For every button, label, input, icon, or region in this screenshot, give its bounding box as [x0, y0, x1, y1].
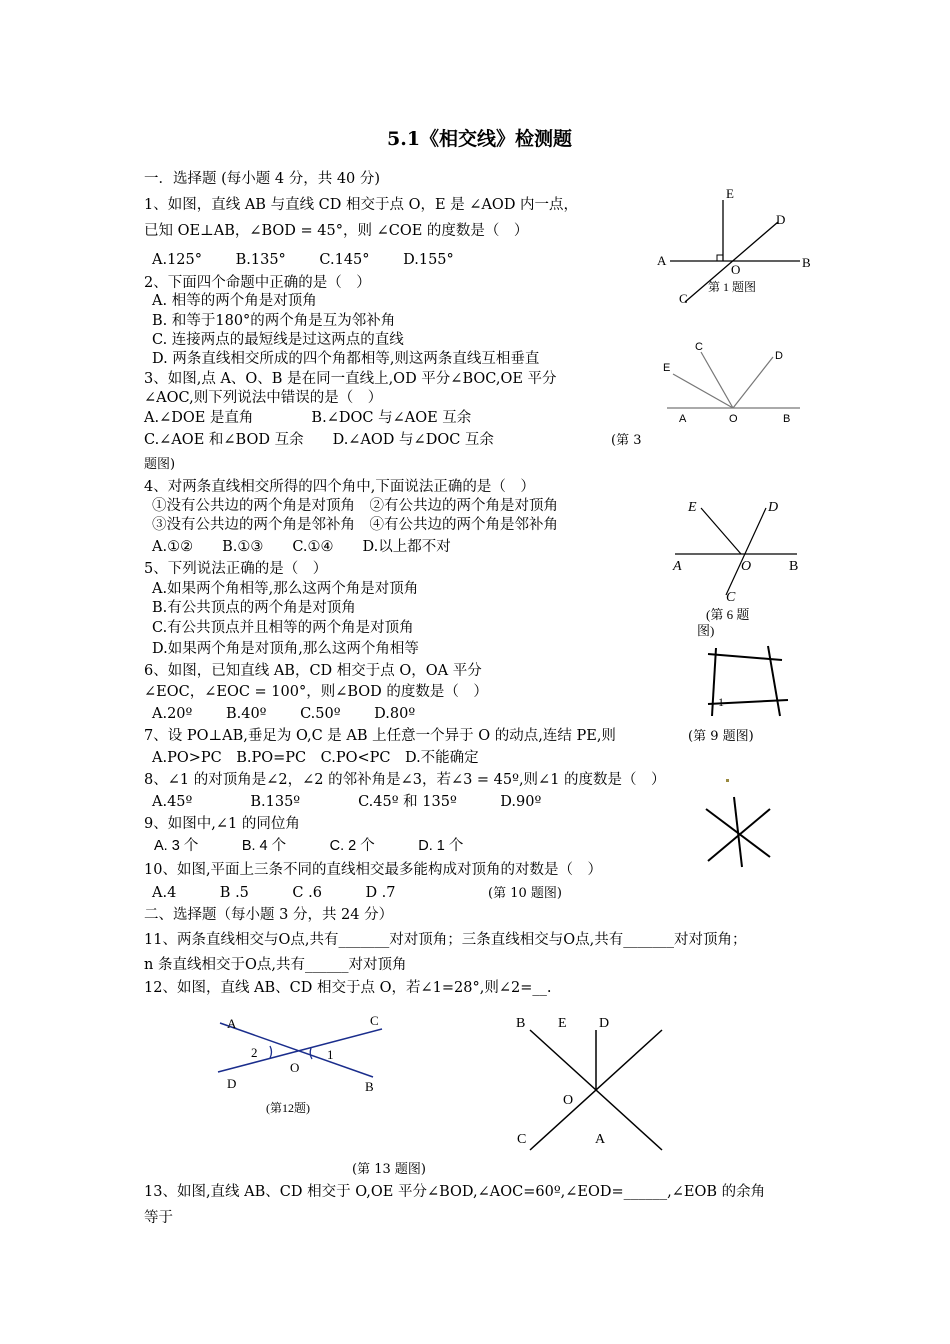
- q8-stem: 8、∠1 的对顶角是∠2，∠2 的邻补角是∠3，若∠3 = 45º,则∠1 的度数是（ ）: [144, 772, 666, 788]
- fig6-line-cd: [726, 508, 766, 595]
- fig1-label-c: C: [679, 291, 688, 306]
- figure-6: [665, 495, 815, 640]
- fig3-label-o: O: [729, 413, 738, 425]
- q2-option-b: B. 和等于180°的两个角是互为邻补角: [152, 313, 396, 329]
- fig10-caption: (第 10 题图): [488, 886, 562, 901]
- q5-option-a: A.如果两个角相等,那么这两个角是对顶角: [152, 581, 419, 597]
- fig13-label-b: B: [516, 1016, 526, 1031]
- fig9-label-1: 1: [718, 695, 724, 709]
- fig6-caption-part2: 图): [697, 623, 715, 638]
- fig6-label-e: E: [688, 500, 697, 515]
- q8-options: A.45º B.135º C.45º 和 135º D.90º: [152, 794, 542, 810]
- figure-12: [215, 1010, 395, 1120]
- fig12-line-cd: [218, 1029, 382, 1072]
- q1-line2: 已知 OE⊥AB，∠BOD = 45°，则 ∠COE 的度数是（ ）: [144, 223, 529, 239]
- q11-line2: n 条直线相交于O点,共有______对对顶角: [144, 957, 407, 973]
- fig3-label-e: E: [663, 362, 671, 374]
- fig6-ray-oe: [701, 508, 741, 554]
- q3-options-ab: A.∠DOE 是直角 B.∠DOC 与∠AOE 互余: [144, 410, 472, 426]
- page-title: 5.1《相交线》检测题: [387, 128, 573, 150]
- q9-stem: 9、如图中,∠1 的同位角: [144, 816, 300, 832]
- fig3-ray-od: [733, 357, 773, 408]
- q1-line1: 1、如图，直线 AB 与直线 CD 相交于点 O，E 是 ∠AOD 内一点，: [144, 197, 579, 213]
- q1-options: A.125° B.135° C.145° D.155°: [152, 252, 454, 268]
- fig6-label-a: A: [673, 559, 682, 574]
- q6-line2: ∠EOC，∠EOC = 100°，则∠BOD 的度数是（ ）: [144, 684, 488, 700]
- q3-options-cd: C.∠AOE 和∠BOD 互余 D.∠AOD 与∠DOC 互余: [144, 432, 494, 448]
- fig1-right-angle-mark: [717, 255, 723, 261]
- fig9-line-right: [768, 646, 780, 716]
- q12-stem: 12、如图，直线 AB、CD 相交于点 O，若∠1=28°,则∠2=__.: [144, 980, 552, 996]
- q2-option-d: D. 两条直线相交所成的四个角都相等,则这两条直线互相垂直: [152, 351, 540, 367]
- fig9-line-left: [712, 648, 716, 716]
- fig12-label-2: 2: [251, 1045, 258, 1060]
- fig3-ray-oe: [673, 374, 733, 408]
- fig13-label-a: A: [595, 1132, 606, 1147]
- q4-statement-1-2: ①没有公共边的两个角是对顶角 ②有公共边的两个角是对顶角: [152, 498, 558, 514]
- fig12-label-o: O: [290, 1060, 300, 1075]
- fig12-label-c: C: [370, 1013, 379, 1028]
- fig12-angle-2-arc: [270, 1046, 272, 1058]
- q5-option-d: D.如果两个角是对顶角,那么这两个角相等: [152, 641, 419, 657]
- fig6-label-o: O: [741, 559, 752, 574]
- section-2-heading: 二、选择题（每小题 3 分，共 24 分）: [144, 907, 394, 923]
- q9-options: A. 3 个 B. 4 个 C. 2 个 D. 1 个: [154, 838, 464, 854]
- q5-stem: 5、下列说法正确的是（ ）: [144, 561, 328, 577]
- q3-line1: 3、如图,点 A、O、B 是在同一直线上,OD 平分∠BOC,OE 平分: [144, 371, 557, 387]
- fig13-label-d: D: [599, 1016, 610, 1031]
- q6-options: A.20º B.40º C.50º D.80º: [152, 706, 416, 722]
- fig1-label-a: A: [657, 253, 667, 268]
- q5-option-b: B.有公共顶点的两个角是对顶角: [152, 600, 356, 616]
- fig12-label-1: 1: [327, 1047, 334, 1062]
- q11-line1: 11、两条直线相交与O点,共有_______对对顶角；三条直线相交与O点,共有_______对对顶角；: [144, 932, 747, 948]
- fig12-label-d: D: [227, 1076, 237, 1091]
- fig3-caption-part2: 题图): [144, 457, 176, 472]
- fig12-label-b: B: [365, 1079, 374, 1094]
- fig1-caption: 第 1 题图: [708, 280, 757, 294]
- q13-line2: 等于: [144, 1210, 173, 1226]
- section-1-heading: 一．选择题 (每小题 4 分，共 40 分): [144, 171, 381, 187]
- fig13-label-o: O: [563, 1093, 574, 1108]
- figure-9: [700, 640, 795, 720]
- fig13-label-e: E: [558, 1016, 567, 1031]
- fig13-caption: (第 13 题图): [352, 1162, 426, 1177]
- q13-line1: 13、如图,直线 AB、CD 相交于 O,OE 平分∠BOD,∠AOC=60º,∠EOD=______,∠EOB 的余角: [144, 1184, 766, 1200]
- q2-option-a: A. 相等的两个角是对顶角: [152, 293, 317, 309]
- q6-line1: 6、如图，已知直线 AB，CD 相交于点 O，OA 平分: [144, 663, 482, 679]
- q10-options: A.4 B .5 C .6 D .7: [152, 885, 396, 901]
- decorative-dot: [726, 779, 729, 782]
- fig6-label-c: C: [726, 590, 736, 605]
- figure-1: [650, 180, 830, 310]
- q4-options: A.①② B.①③ C.①④ D.以上都不对: [152, 539, 451, 555]
- fig3-caption-part1: (第 3: [611, 433, 642, 448]
- fig6-label-b: B: [789, 559, 799, 574]
- fig6-label-d: D: [768, 500, 779, 515]
- q10-stem: 10、如图,平面上三条不同的直线相交最多能构成对顶角的对数是（ ）: [144, 862, 603, 878]
- fig12-caption: (第12题): [266, 1101, 310, 1115]
- fig3-label-b: B: [783, 413, 791, 425]
- fig1-label-e: E: [726, 186, 734, 201]
- fig3-label-c: C: [695, 341, 703, 353]
- q5-option-c: C.有公共顶点并且相等的两个角是对顶角: [152, 620, 414, 636]
- figure-3: [655, 335, 815, 430]
- fig12-label-a: A: [227, 1016, 237, 1031]
- fig3-label-d: D: [775, 350, 783, 362]
- q2-stem: 2、下面四个命题中正确的是（ ）: [144, 275, 371, 291]
- figure-13: [500, 1010, 680, 1180]
- fig1-label-o: O: [731, 262, 741, 277]
- fig13-label-c: C: [517, 1132, 527, 1147]
- fig1-label-b: B: [802, 255, 811, 270]
- fig6-caption-part1: (第 6 题: [706, 607, 750, 622]
- fig9-caption: (第 9 题图): [688, 729, 754, 744]
- q4-statement-3-4: ③没有公共边的两个角是邻补角 ④有公共边的两个角是邻补角: [152, 517, 558, 533]
- q4-stem: 4、对两条直线相交所得的四个角中,下面说法正确的是（ ）: [144, 479, 535, 495]
- q7-stem: 7、设 PO⊥AB,垂足为 O,C 是 AB 上任意一个异于 O 的动点,连结 PE,则: [144, 728, 616, 744]
- fig3-label-a: A: [679, 413, 687, 425]
- fig12-angle-1-arc: [310, 1048, 312, 1059]
- fig1-label-d: D: [776, 212, 786, 227]
- q3-line2: ∠AOC,则下列说法中错误的是（ ）: [144, 390, 383, 406]
- figure-10: [700, 795, 780, 870]
- q7-options: A.PO>PC B.PO=PC C.PO<PC D.不能确定: [152, 750, 479, 766]
- q2-option-c: C. 连接两点的最短线是过这两点的直线: [152, 332, 404, 348]
